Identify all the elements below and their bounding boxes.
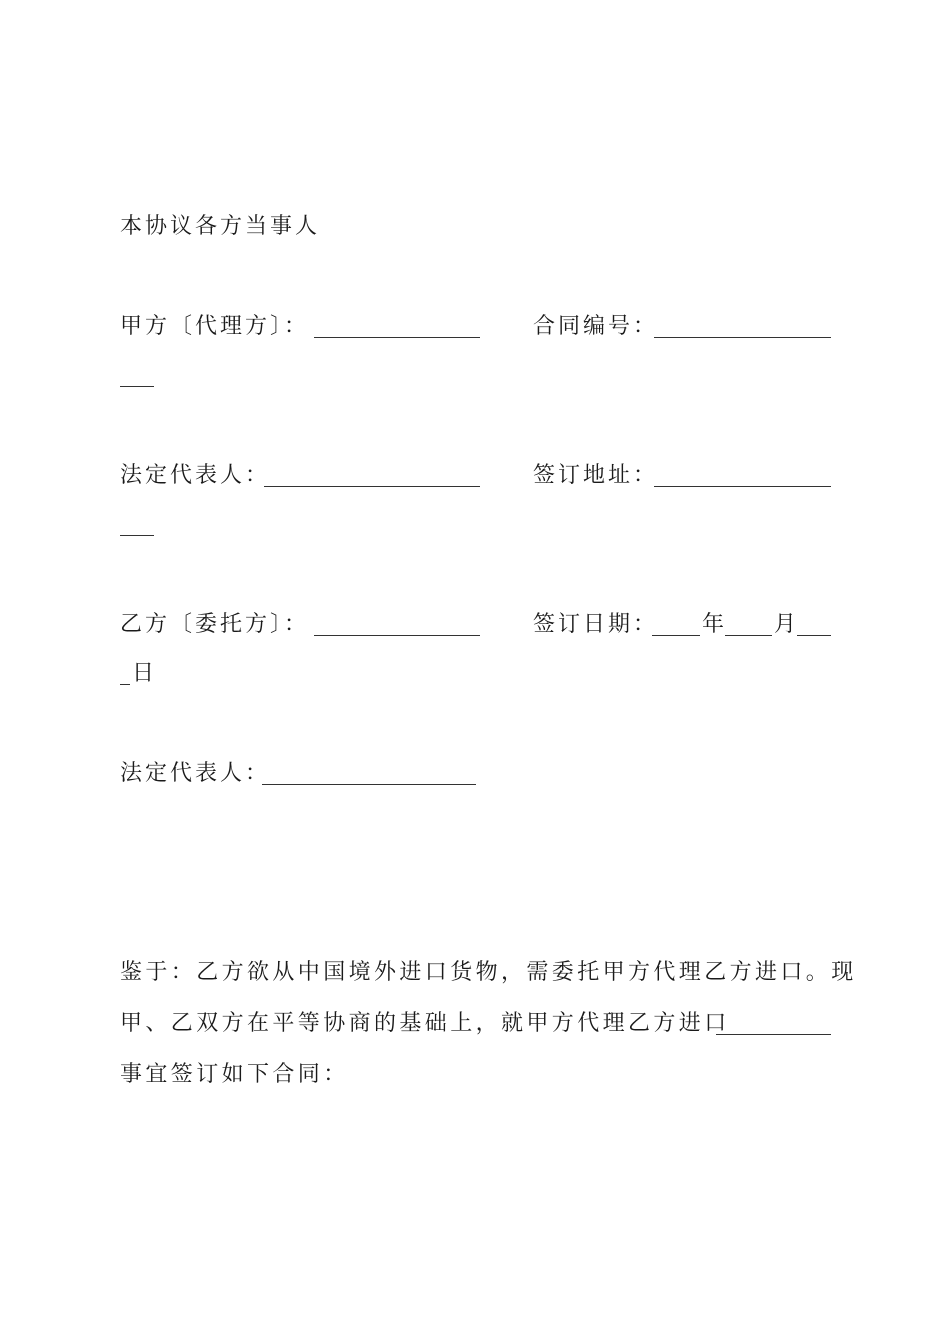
sign-date-day-blank[interactable] (797, 635, 831, 636)
sign-date-day-blank-continued[interactable] (120, 684, 130, 685)
party-a-blank[interactable] (314, 337, 480, 338)
party-a-label: 甲方〔代理方〕： (120, 314, 310, 339)
contract-number-blank[interactable] (654, 337, 831, 338)
parties-heading: 本协议各方当事人 (120, 214, 321, 239)
legal-representative-b-blank[interactable] (262, 784, 476, 785)
whereas-line-3: 事宜签订如下合同： (120, 1062, 349, 1087)
import-goods-blank[interactable] (716, 1034, 831, 1035)
sign-date-year-blank[interactable] (652, 635, 700, 636)
legal-representative-a-blank[interactable] (264, 486, 480, 487)
sign-address-blank[interactable] (654, 486, 831, 487)
sign-date-month-blank[interactable] (725, 635, 772, 636)
whereas-line-1: 鉴于：乙方欲从中国境外进口货物，需委托甲方代理乙方进口。现 (120, 960, 857, 985)
sign-address-label: 签订地址： (533, 463, 659, 488)
party-b-blank[interactable] (314, 635, 480, 636)
contract-number-label: 合同编号： (533, 314, 659, 339)
legal-representative-b-label: 法定代表人： (120, 761, 271, 786)
contract-number-blank-continued[interactable] (120, 386, 154, 387)
sign-date-label: 签订日期： (533, 612, 659, 637)
whereas-line-2: 甲、乙双方在平等协商的基础上，就甲方代理乙方进口 (120, 1011, 730, 1036)
legal-representative-a-label: 法定代表人： (120, 463, 271, 488)
sign-address-blank-continued[interactable] (120, 535, 154, 536)
sign-date-month-unit: 月 (774, 612, 800, 637)
sign-date-day-unit: 日 (132, 661, 158, 686)
party-b-label: 乙方〔委托方〕： (120, 612, 310, 637)
sign-date-year-unit: 年 (702, 612, 728, 637)
